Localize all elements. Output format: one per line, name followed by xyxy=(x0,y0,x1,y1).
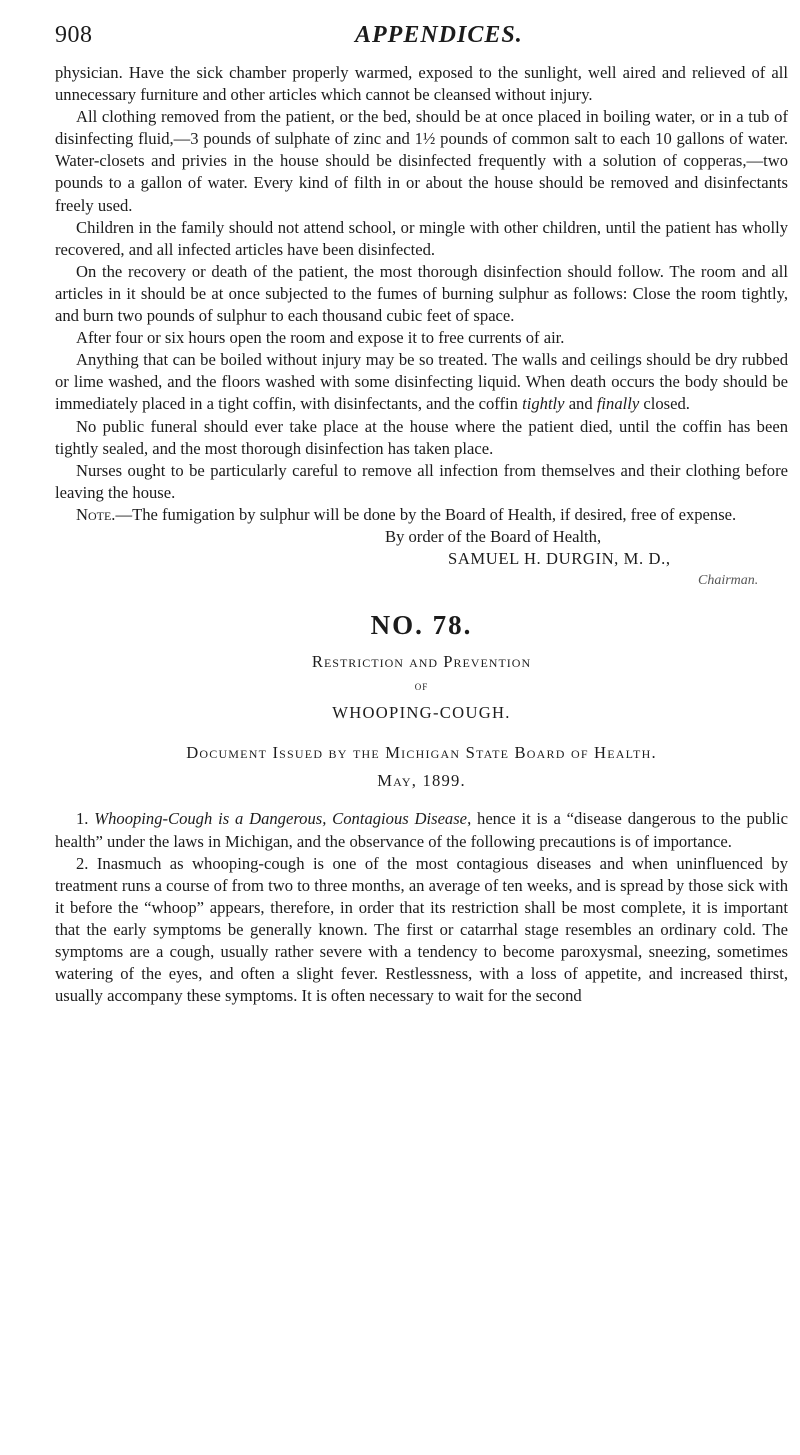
paragraph-funeral: No public funeral should ever take place at the house where the patient died, until the coffin has been tightly sealed, and the most thorough disinfection has taken place. xyxy=(55,416,788,458)
paragraph-recovery-or-death: On the recovery or death of the patient, the most thorough disinfection should follow. The room and all articles in it should be at once subjected to the fumes of burning sulphur as follows: Close the room tightly, and burn two pounds of sulphur to each thousand cubic feet of space. xyxy=(55,261,788,326)
item-1-emphasis: Whooping-Cough is a Dangerous, Contagious Disease xyxy=(94,809,468,829)
document-issuer: Document Issued by the Michigan State Board of Health. xyxy=(186,743,657,763)
signature-role: Chairman. xyxy=(698,573,759,589)
paragraph-boiling-and-coffin xyxy=(55,349,788,415)
signature-name: SAMUEL H. DURGIN, M. D., xyxy=(448,549,671,569)
emphasis-tightly: tightly xyxy=(522,394,565,414)
numbered-item-2: 2. Inasmuch as whooping-cough is one of the most contagious diseases and when uninfluenced by treatment runs a course of from two to three months, an average of ten weeks, and is spread by those sick with it before the “whoop” appears, therefore, in order that its restriction shall be most complete, it is important that the early symptoms be generally known. The first or catarrhal stage resembles an ordinary cold. The symptoms are a cough, usually rather severe with a tendency to become paroxysmal, sneezing, sometimes watering of the eyes, and often a slight fever. Restlessness, with a loss of appetite, and increased thirst, usually accompany these symptoms. It is often necessary to wait for the second xyxy=(55,853,788,1006)
paragraph-sick-chamber: physician. Have the sick chamber properly warmed, exposed to the sunlight, well aired and relieved of all unnecessary furniture and other articles which cannot be cleansed without injury. xyxy=(55,63,788,105)
conjunction-and: and xyxy=(568,394,593,414)
paragraph-children: Children in the family should not attend school, or mingle with other children, until the patient has wholly recovered, and all infected articles have been disinfected. xyxy=(55,217,788,259)
paragraph-nurses: Nurses ought to be particularly careful to remove all infection from themselves and their clothing before leaving the house. xyxy=(55,460,788,502)
coffin-closed: closed. xyxy=(643,394,690,414)
paragraph-open-room: After four or six hours open the room and expose it to free currents of air. xyxy=(76,328,565,348)
note-text: —The fumigation by sulphur will be done by the Board of Health, if desired, free of expense. xyxy=(115,504,737,524)
item-1-text: , hence it is a “disease dangerous to the public health” under the laws in Michigan, and the observance of the following precautions is of importance. xyxy=(55,809,789,851)
note-label: Note. xyxy=(76,504,116,524)
document-title-of: of xyxy=(414,677,429,693)
document-title-line1: Restriction and Prevention xyxy=(311,652,532,672)
running-head xyxy=(55,22,788,62)
running-title: APPENDICES. xyxy=(355,22,523,48)
book-page xyxy=(0,22,800,1455)
signature-order-line: By order of the Board of Health, xyxy=(385,526,602,546)
emphasis-finally: finally xyxy=(596,394,640,414)
document-number: NO. 78. xyxy=(370,610,473,641)
document-title-disease: WHOOPING-COUGH. xyxy=(332,703,511,723)
page-number: 908 xyxy=(55,22,93,48)
numbered-item-1 xyxy=(55,808,788,852)
paragraph-boiling-text: Anything that can be boiled without injury may be so treated. The walls and ceilings should be dry rubbed or lime washed, and the floors washed with some disinfecting liquid. When death occurs the body should be immediately placed in a tight coffin, with disinfectants, and the coffin xyxy=(55,350,788,414)
item-1-number: 1. xyxy=(76,809,89,829)
document-date: May, 1899. xyxy=(377,771,466,791)
paragraph-clothing-disinfection: All clothing removed from the patient, or the bed, should be at once placed in boiling water, or in a tub of disinfecting fluid,—3 pounds of sulphate of zinc and 1½ pounds of common salt to each 10 gallons of water. Water-closets and privies in the house should be disinfected frequently with a solution of copperas,—two pounds to a gallon of water. Every kind of filth in or about the house should be removed and disinfectants freely used. xyxy=(55,107,788,215)
paragraph-note xyxy=(55,504,788,526)
